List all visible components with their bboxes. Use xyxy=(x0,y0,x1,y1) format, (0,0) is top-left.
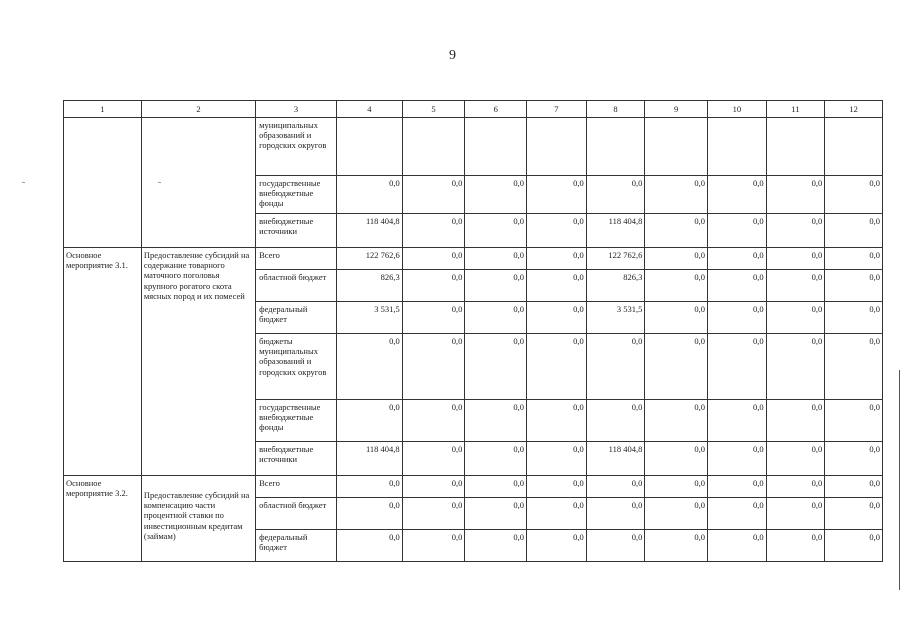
column-header: 5 xyxy=(402,101,465,118)
value-cell xyxy=(766,118,825,176)
value-cell: 0,0 xyxy=(586,476,645,498)
funding-source: муниципальных образований и городских округов xyxy=(256,118,337,176)
value-cell: 3 531,5 xyxy=(586,302,645,334)
event-cell xyxy=(64,118,142,248)
table-row xyxy=(64,248,883,270)
funding-source: Всего xyxy=(256,476,337,498)
value-cell: 0,0 xyxy=(825,400,883,442)
value-cell: 0,0 xyxy=(825,176,883,214)
value-cell: 0,0 xyxy=(527,476,587,498)
value-cell: 0,0 xyxy=(586,400,645,442)
value-cell: 0,0 xyxy=(708,442,767,476)
header-row xyxy=(64,101,883,118)
column-header: 1 xyxy=(64,101,142,118)
value-cell: 0,0 xyxy=(645,476,708,498)
value-cell: 0,0 xyxy=(465,400,527,442)
value-cell: 0,0 xyxy=(825,214,883,248)
column-header: 10 xyxy=(708,101,767,118)
value-cell: 0,0 xyxy=(645,400,708,442)
value-cell: 0,0 xyxy=(766,400,825,442)
value-cell: 0,0 xyxy=(465,476,527,498)
value-cell xyxy=(527,118,587,176)
value-cell: 0,0 xyxy=(402,530,465,562)
value-cell: 0,0 xyxy=(645,176,708,214)
value-cell: 0,0 xyxy=(645,302,708,334)
value-cell: 0,0 xyxy=(402,400,465,442)
value-cell: 0,0 xyxy=(402,302,465,334)
value-cell: 0,0 xyxy=(766,248,825,270)
value-cell: 0,0 xyxy=(465,214,527,248)
value-cell: 0,0 xyxy=(527,498,587,530)
value-cell xyxy=(825,118,883,176)
value-cell: 0,0 xyxy=(708,302,767,334)
value-cell: 0,0 xyxy=(402,214,465,248)
value-cell: 0,0 xyxy=(825,442,883,476)
funding-source: областной бюджет xyxy=(256,498,337,530)
value-cell: 0,0 xyxy=(402,442,465,476)
value-cell: 0,0 xyxy=(708,530,767,562)
value-cell: 0,0 xyxy=(527,302,587,334)
value-cell: 0,0 xyxy=(402,176,465,214)
value-cell: 122 762,6 xyxy=(586,248,645,270)
value-cell xyxy=(708,118,767,176)
page-number: 9 xyxy=(449,48,456,63)
value-cell xyxy=(402,118,465,176)
value-cell: 0,0 xyxy=(766,176,825,214)
scan-mark xyxy=(22,182,25,183)
value-cell: 0,0 xyxy=(586,176,645,214)
value-cell: 0,0 xyxy=(825,248,883,270)
value-cell: 0,0 xyxy=(402,476,465,498)
value-cell: 0,0 xyxy=(766,442,825,476)
table-row xyxy=(64,476,883,498)
value-cell: 0,0 xyxy=(708,498,767,530)
value-cell: 0,0 xyxy=(336,530,402,562)
value-cell: 0,0 xyxy=(527,530,587,562)
value-cell: 0,0 xyxy=(465,530,527,562)
funding-source: бюджеты муниципальных образований и городских округов xyxy=(256,334,337,400)
margin-line xyxy=(899,370,900,590)
value-cell: 0,0 xyxy=(708,176,767,214)
value-cell: 0,0 xyxy=(336,476,402,498)
value-cell xyxy=(586,118,645,176)
column-header: 6 xyxy=(465,101,527,118)
value-cell: 118 404,8 xyxy=(336,442,402,476)
value-cell: 0,0 xyxy=(645,248,708,270)
value-cell: 826,3 xyxy=(586,270,645,302)
value-cell: 0,0 xyxy=(645,270,708,302)
event-cell: Основное мероприятие 3.1. xyxy=(64,248,142,476)
value-cell: 0,0 xyxy=(402,498,465,530)
value-cell: 0,0 xyxy=(766,530,825,562)
value-cell: 0,0 xyxy=(465,302,527,334)
value-cell: 0,0 xyxy=(402,248,465,270)
table-row xyxy=(64,118,883,176)
value-cell: 0,0 xyxy=(708,270,767,302)
column-header: 7 xyxy=(527,101,587,118)
description-cell: Предоставление субсидий на компенсацию части процентной ставки по инвестиционным кредитам (займам) xyxy=(141,476,255,562)
column-header: 12 xyxy=(825,101,883,118)
value-cell: 0,0 xyxy=(527,334,587,400)
funding-source: Всего xyxy=(256,248,337,270)
value-cell: 0,0 xyxy=(645,498,708,530)
value-cell: 0,0 xyxy=(825,334,883,400)
value-cell: 0,0 xyxy=(336,334,402,400)
value-cell: 0,0 xyxy=(465,442,527,476)
value-cell: 0,0 xyxy=(766,302,825,334)
value-cell: 118 404,8 xyxy=(586,214,645,248)
value-cell: 0,0 xyxy=(336,176,402,214)
value-cell: 118 404,8 xyxy=(336,214,402,248)
value-cell: 0,0 xyxy=(645,214,708,248)
value-cell: 0,0 xyxy=(527,270,587,302)
value-cell: 0,0 xyxy=(586,334,645,400)
event-cell: Основное мероприятие 3.2. xyxy=(64,476,142,562)
value-cell: 0,0 xyxy=(708,476,767,498)
value-cell: 122 762,6 xyxy=(336,248,402,270)
value-cell xyxy=(645,118,708,176)
column-header: 3 xyxy=(256,101,337,118)
value-cell: 0,0 xyxy=(825,498,883,530)
value-cell: 0,0 xyxy=(708,214,767,248)
column-header: 8 xyxy=(586,101,645,118)
budget-table xyxy=(63,100,883,562)
value-cell: 0,0 xyxy=(402,270,465,302)
value-cell: 0,0 xyxy=(527,400,587,442)
column-header: 2 xyxy=(141,101,255,118)
value-cell: 118 404,8 xyxy=(586,442,645,476)
value-cell: 0,0 xyxy=(527,442,587,476)
value-cell: 826,3 xyxy=(336,270,402,302)
scan-mark xyxy=(158,182,161,183)
value-cell: 0,0 xyxy=(766,270,825,302)
value-cell: 0,0 xyxy=(645,334,708,400)
value-cell: 0,0 xyxy=(465,248,527,270)
value-cell: 0,0 xyxy=(645,442,708,476)
value-cell: 0,0 xyxy=(766,334,825,400)
value-cell: 0,0 xyxy=(825,476,883,498)
funding-source: областной бюджет xyxy=(256,270,337,302)
value-cell: 0,0 xyxy=(586,530,645,562)
value-cell: 3 531,5 xyxy=(336,302,402,334)
column-header: 11 xyxy=(766,101,825,118)
value-cell: 0,0 xyxy=(465,270,527,302)
value-cell: 0,0 xyxy=(645,530,708,562)
value-cell: 0,0 xyxy=(336,498,402,530)
funding-source: внебюджетные источники xyxy=(256,442,337,476)
column-header: 9 xyxy=(645,101,708,118)
value-cell: 0,0 xyxy=(402,334,465,400)
value-cell: 0,0 xyxy=(766,214,825,248)
value-cell: 0,0 xyxy=(465,176,527,214)
value-cell: 0,0 xyxy=(586,498,645,530)
funding-source: государственные внебюджетные фонды xyxy=(256,176,337,214)
value-cell: 0,0 xyxy=(708,248,767,270)
value-cell: 0,0 xyxy=(527,214,587,248)
value-cell xyxy=(336,118,402,176)
column-header: 4 xyxy=(336,101,402,118)
value-cell: 0,0 xyxy=(825,270,883,302)
description-cell: Предоставление субсидий на содержание товарного маточного поголовья крупного рогатого скота мясных пород и их помесей xyxy=(141,248,255,476)
funding-source: внебюджетные источники xyxy=(256,214,337,248)
value-cell: 0,0 xyxy=(708,334,767,400)
value-cell: 0,0 xyxy=(527,176,587,214)
value-cell: 0,0 xyxy=(465,498,527,530)
value-cell: 0,0 xyxy=(708,400,767,442)
funding-source: государственные внебюджетные фонды xyxy=(256,400,337,442)
value-cell xyxy=(465,118,527,176)
funding-source: федеральный бюджет xyxy=(256,530,337,562)
value-cell: 0,0 xyxy=(825,530,883,562)
value-cell: 0,0 xyxy=(766,476,825,498)
value-cell: 0,0 xyxy=(336,400,402,442)
value-cell: 0,0 xyxy=(825,302,883,334)
value-cell: 0,0 xyxy=(766,498,825,530)
value-cell: 0,0 xyxy=(527,248,587,270)
value-cell: 0,0 xyxy=(465,334,527,400)
funding-source: федеральный бюджет xyxy=(256,302,337,334)
